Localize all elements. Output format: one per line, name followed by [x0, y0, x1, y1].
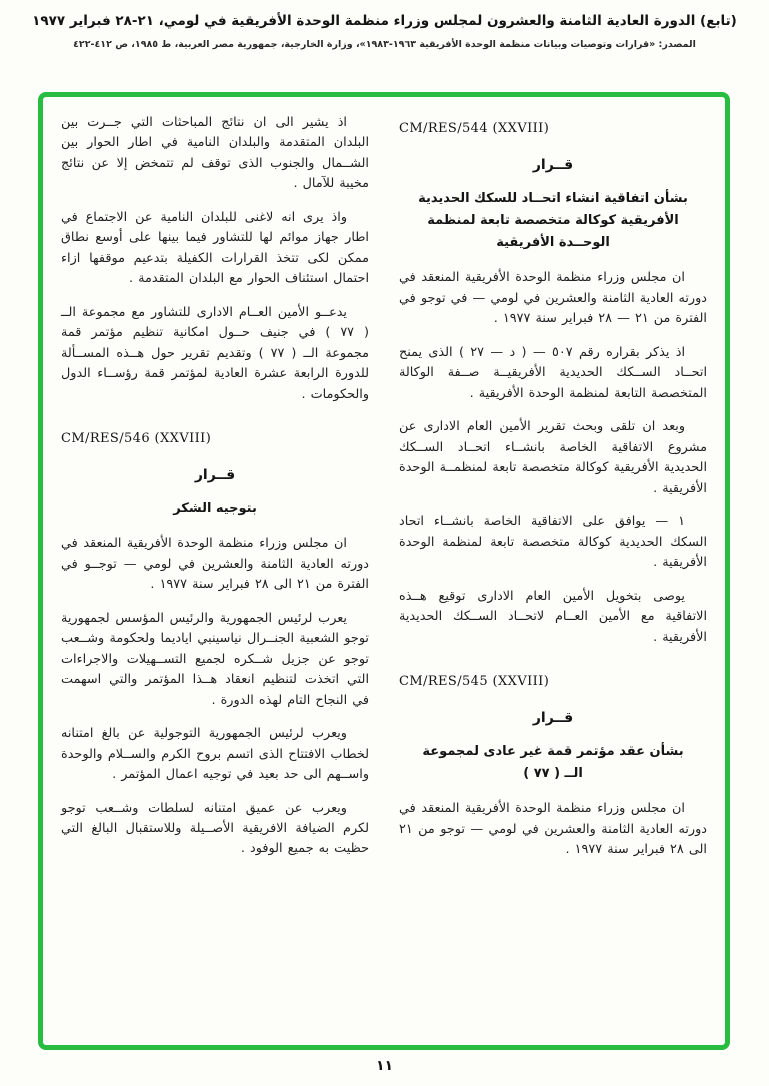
- resolution-546-paragraph: ويعرب لرئيس الجمهورية التوجولية عن بالغ امتنانه لخطاب الافتتاح الذى اتسم بروح الكرم والســلام والوحدة واســهم الى حد بعيد في توجيه اعمال المؤتمر .: [61, 726, 369, 783]
- header-title: (تابع) الدورة العادية الثامنة والعشرون لمجلس وزراء منظمة الوحدة الأفريقية في لومي، ٢١-٢٨ فبراير ١٩٧٧: [32, 13, 737, 29]
- resolution-544-subject: بشأن اتفاقية انشاء اتحــاد للسكك الحديدية الأفريقية كوكالة متخصصة تابعة لمنظمة الوحــدة الأفريقية: [418, 191, 688, 251]
- continuation-paragraph: يدعــو الأمين العــام الادارى للتشاور مع مجموعة الــ ( ٧٧ ) في جنيف حــول امكانية تنظيم مؤتمر قمة مجموعة الــ ( ٧٧ ) وتقديم تقرير حول هــذه المســألة للدورة الرابعة عشرة العادية لمؤتمر قمة رؤســاء الدول والحكومات .: [61, 304, 369, 402]
- continuation-paragraph: واذ يرى انه لاغنى للبلدان النامية عن الاجتماع في اطار جهاز موائم لها للتشاور فيما بينها على أوسع نطاق ممكن لكى تتخذ القرارات الكفيلة بتدعيم موقفها ازاء احتمال استئناف الحوار مع البلدان المتقدمة .: [61, 209, 369, 287]
- resolution-546-paragraph: ويعرب عن عميق امتنانه لسلطات وشــعب توجو لكرم الضيافة الافريقية الأصــيلة وللاستقبال البالغ التي حظيت به جميع الوفود .: [61, 800, 369, 857]
- resolution-545-subject: بشأن عقد مؤتمر قمة غير عادى لمجموعة الــ ( ٧٧ ): [422, 744, 684, 782]
- resolution-code-546: CM/RES/546 (XXVIII): [61, 431, 212, 447]
- resolution-code-545: CM/RES/545 (XXVIII): [399, 673, 550, 689]
- two-column-layout: [43, 97, 725, 1045]
- column-right: [399, 113, 707, 1035]
- resolution-545-paragraph: ان مجلس وزراء منظمة الوحدة الأفريقية المنعقد في دورته العادية الثامنة والعشرين في لومي — توجو من ٢١ الى ٢٨ فبراير سنة ١٩٧٧ .: [399, 801, 707, 858]
- resolution-544-paragraph: اذ يذكر بقراره رقم ٥٠٧ — ( د — ٢٧ ) الذى يمنح اتحــاد الســكك الحديدية الأفريقيــة صــفة الوكالة المتخصصة التابعة لمنظمة الوحدة الأفريقية .: [399, 344, 707, 401]
- resolution-544-paragraph: يوصى بتخويل الأمين العام الادارى توقيع هــذه الاتفاقية مع الأمين العــام لاتحــاد الســكك الحديدية الأفريقية .: [399, 588, 707, 645]
- column-left: [61, 113, 369, 1035]
- resolution-544-paragraph: ١ — يوافق على الاتفاقية الخاصة بانشــاء اتحاد السكك الحديدية كوكالة متخصصة تابعة لمنظمة الوحدة الأفريقية .: [399, 514, 707, 571]
- resolution-546-paragraph: ان مجلس وزراء منظمة الوحدة الأفريقية المنعقد في دورته العادية الثامنة والعشرين في لومي — توجــو في الفترة من ٢١ الى ٢٨ فبراير سنة ١٩٧٧ .: [61, 536, 369, 593]
- resolution-545-heading: قــرار: [532, 709, 574, 726]
- resolution-code-544: CM/RES/544 (XXVIII): [399, 121, 550, 136]
- resolution-546-paragraph: يعرب لرئيس الجمهورية والرئيس المؤسس لجمهورية توجو الشعبية الجنــرال نياسينبي اياديما ولحكومة وشــعب توجو عن جزيل شــكره لجميع التســهيلات والاجراءات التي اتخذت لتنظيم انعقاد هــذا المؤتمر والتي اسهمت في النجاح التام لهذه الدورة .: [61, 610, 369, 708]
- page-number: ١١: [375, 1058, 394, 1074]
- header-source: المصدر: «قرارات وتوصيات وبيانات منظمة الوحدة الأفريقية ١٩٦٣-١٩٨٣»، وزارة الخارجية، جمهورية مصر العربية، ط ١٩٨٥، ص ٤١٢-٤٢٢: [73, 39, 696, 50]
- document-header: [0, 0, 769, 50]
- resolution-544-paragraph: وبعد ان تلقى وبحث تقرير الأمين العام الادارى عن مشروع الاتفاقية الخاصة بانشــاء اتحــاد الســكك الحديدية الأفريقية كوكالة متخصصة تابعة لمنظمــة الوحدة الأفريقية .: [399, 419, 707, 496]
- resolution-544-heading: قــرار: [532, 156, 574, 173]
- resolution-546-subject: بتوجيه الشكر: [173, 501, 257, 517]
- resolution-544-paragraph: ان مجلس وزراء منظمة الوحدة الأفريقية المنعقد في دورته العادية الثامنة والعشرين في لومي — في توجو في الفترة من ٢١ — ٢٨ فبراير سنة ١٩٧٧ .: [399, 270, 707, 327]
- green-frame: [38, 92, 730, 1050]
- resolution-546-heading: قــرار: [194, 466, 236, 483]
- continuation-paragraph: اذ يشير الى ان نتائج المباحثات التي جــرت بين البلدان المتقدمة والبلدان النامية في اطار الحوار بين الشــمال والجنوب الذى توقف لم تتمخض إلا عن نتائج مخيبة للآمال .: [61, 115, 369, 192]
